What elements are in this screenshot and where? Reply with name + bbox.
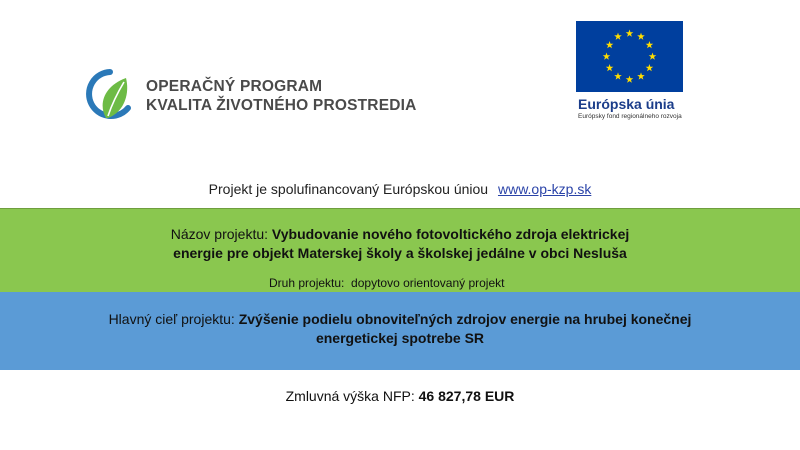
op-kzp-logo [84,68,417,124]
eu-star [646,64,654,71]
eu-star [626,30,634,37]
nfp-amount [0,388,800,404]
cofunding-notice [0,181,800,197]
nfp-label: Zmluvná výška NFP: [285,388,415,404]
website-link[interactable]: www.op-kzp.sk [497,181,592,197]
project-goal-label: Hlavný cieľ projektu: [108,311,235,327]
project-type-value: dopytovo orientovaný projekt [351,276,505,290]
project-name-section [0,208,800,292]
eu-star [626,76,634,83]
eu-star [606,64,614,71]
project-goal-line2: energetickej spotrebe SR [315,330,485,346]
nfp-section [0,370,800,450]
cofunding-text: Projekt je spolufinancovaný Európskou úniou [208,181,489,197]
eu-star [603,53,611,60]
eu-subtitle: Európsky fond regionálneho rozvoja [578,113,682,120]
eu-star [646,41,654,48]
header [0,0,800,207]
eu-star [606,41,614,48]
op-logo-line1: OPERAČNÝ PROGRAM [146,78,323,95]
leaf-circle-icon [84,68,136,124]
eu-star [637,72,645,79]
project-name [0,225,800,263]
eu-star [637,33,645,40]
project-name-label: Názov projektu: [170,226,269,242]
project-type [269,276,504,290]
op-logo-line2: KVALITA ŽIVOTNÉHO PROSTREDIA [146,97,417,114]
eu-star [614,33,622,40]
eu-logo [576,21,684,121]
nfp-value: 46 827,78 EUR [418,388,515,404]
project-type-label: Druh projektu: [269,276,345,290]
eu-stars-flag-icon [576,21,683,92]
eu-flag [576,21,683,92]
project-goal-section [0,292,800,370]
eu-star [614,72,622,79]
project-goal-line1: Zvýšenie podielu obnoviteľných zdrojov energie na hrubej konečnej [238,311,692,327]
project-goal [0,310,800,348]
eu-title: Európska únia [578,96,675,112]
op-logo-text [146,77,417,115]
project-name-line1: Vybudovanie nového fotovoltického zdroja elektrickej [271,226,630,242]
project-name-line2: energie pre objekt Materskej školy a školskej jedálne v obci Nesluša [173,245,627,261]
eu-star [649,53,657,60]
